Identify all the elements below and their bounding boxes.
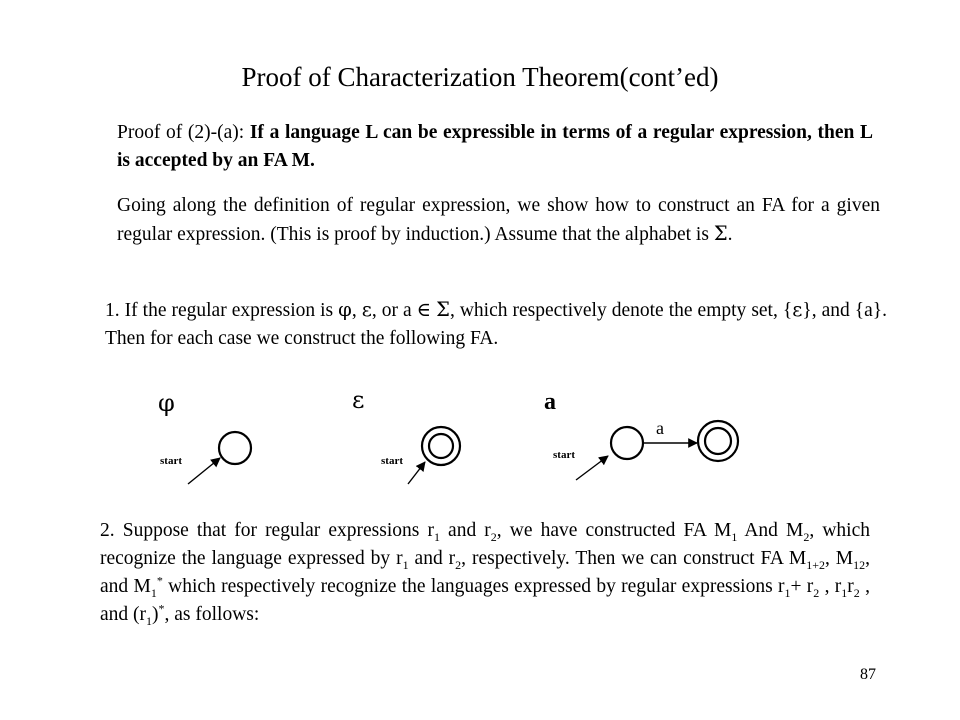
proof-claim: If a language L can be expressible in terms of a regular expression, then L is accepted by an FA M.	[117, 122, 873, 171]
ind-s5-sub: 1	[402, 557, 409, 572]
fa-empty-set	[188, 432, 251, 484]
ind-s12: , r	[819, 576, 842, 597]
ind-s10: which respectively recognize the languages expressed by regular expressions r	[162, 576, 785, 597]
phi-symbol: φ	[338, 298, 352, 321]
ind-s1: 2. Suppose that for regular expressions r	[100, 520, 434, 541]
ind-s4-sub: 2	[803, 529, 810, 544]
fa-epsilon	[408, 427, 460, 484]
accepting-state-inner	[429, 434, 453, 458]
ind-s4: And M	[737, 520, 804, 541]
ind-s7: , respectively. Then we can construct FA M	[461, 548, 807, 569]
ind-s7-sub: 1+2	[806, 557, 825, 572]
sigma-symbol: Σ	[713, 222, 728, 245]
start-arrow	[408, 462, 425, 484]
ind-s9: , and M	[100, 548, 871, 597]
start-label-epsilon: start	[381, 455, 403, 467]
epsilon-symbol: ε	[792, 298, 803, 321]
ind-s15-sup: *	[158, 601, 165, 616]
proof-lead: Proof of (2)-(a):	[117, 122, 250, 143]
ind-s8: , M	[824, 548, 854, 569]
a-diagram-label: a	[544, 389, 556, 415]
inductive-step-text	[100, 517, 870, 629]
accepting-state-inner	[705, 428, 731, 454]
page-number: 87	[860, 666, 876, 683]
intro-end: .	[727, 224, 733, 245]
ind-s13-sub: 2	[853, 585, 860, 600]
fa-symbol-a	[576, 421, 738, 480]
start-label-phi: start	[160, 455, 182, 467]
accepting-state-outer	[422, 427, 460, 465]
ind-s2: and r	[439, 520, 491, 541]
ind-s13: r	[847, 576, 854, 597]
base-t1: 1. If the regular expression is	[105, 300, 339, 321]
ind-s1-sub: 1	[433, 529, 440, 544]
ind-s9-sup: *	[156, 573, 163, 588]
ind-s5: , which recognize the language expressed by r	[100, 520, 870, 569]
epsilon-symbol: ε	[361, 298, 372, 321]
start-label-a: start	[553, 449, 575, 461]
epsilon-diagram-label: ε	[352, 386, 365, 414]
ind-s16: , as follows:	[164, 604, 260, 625]
ind-s8-sub: 12	[853, 557, 866, 572]
intro-text: Going along the definition of regular expression, we show how to construct an FA for a given regular expression. (This is proof by induction.) Assume that the alphabet is	[117, 195, 880, 245]
base-t6: }, and {a}. Then for each case we construct the following FA.	[105, 300, 888, 349]
start-arrow	[576, 456, 608, 480]
ind-s10-sub: 1	[784, 585, 791, 600]
transition-label: a	[656, 418, 664, 438]
ind-s15: )	[152, 604, 159, 625]
ind-s14: , and (r	[100, 576, 870, 625]
element-of-symbol: ∈	[416, 298, 432, 321]
ind-s3-sub: 1	[731, 529, 738, 544]
base-t3: , or a	[371, 300, 417, 321]
ind-s6: and r	[408, 548, 456, 569]
ind-s6-sub: 2	[455, 557, 462, 572]
phi-diagram-label: φ	[158, 389, 175, 417]
base-t5: , which respectively denote the empty set, {	[449, 300, 793, 321]
ind-s14-sub: 1	[146, 613, 153, 628]
ind-s12-sub: 1	[841, 585, 848, 600]
slide-title: Proof of Characterization Theorem(cont’ed)	[241, 62, 719, 92]
ind-s9-sub: 1	[150, 585, 157, 600]
start-state	[611, 427, 643, 459]
start-state	[219, 432, 251, 464]
ind-s11-sub: 2	[813, 585, 820, 600]
start-arrow	[188, 458, 220, 484]
ind-s11: + r	[790, 576, 814, 597]
base-t2: ,	[351, 300, 362, 321]
sigma-symbol: Σ	[436, 298, 450, 321]
ind-s2-sub: 2	[490, 529, 497, 544]
ind-s3: , we have constructed FA M	[496, 520, 732, 541]
